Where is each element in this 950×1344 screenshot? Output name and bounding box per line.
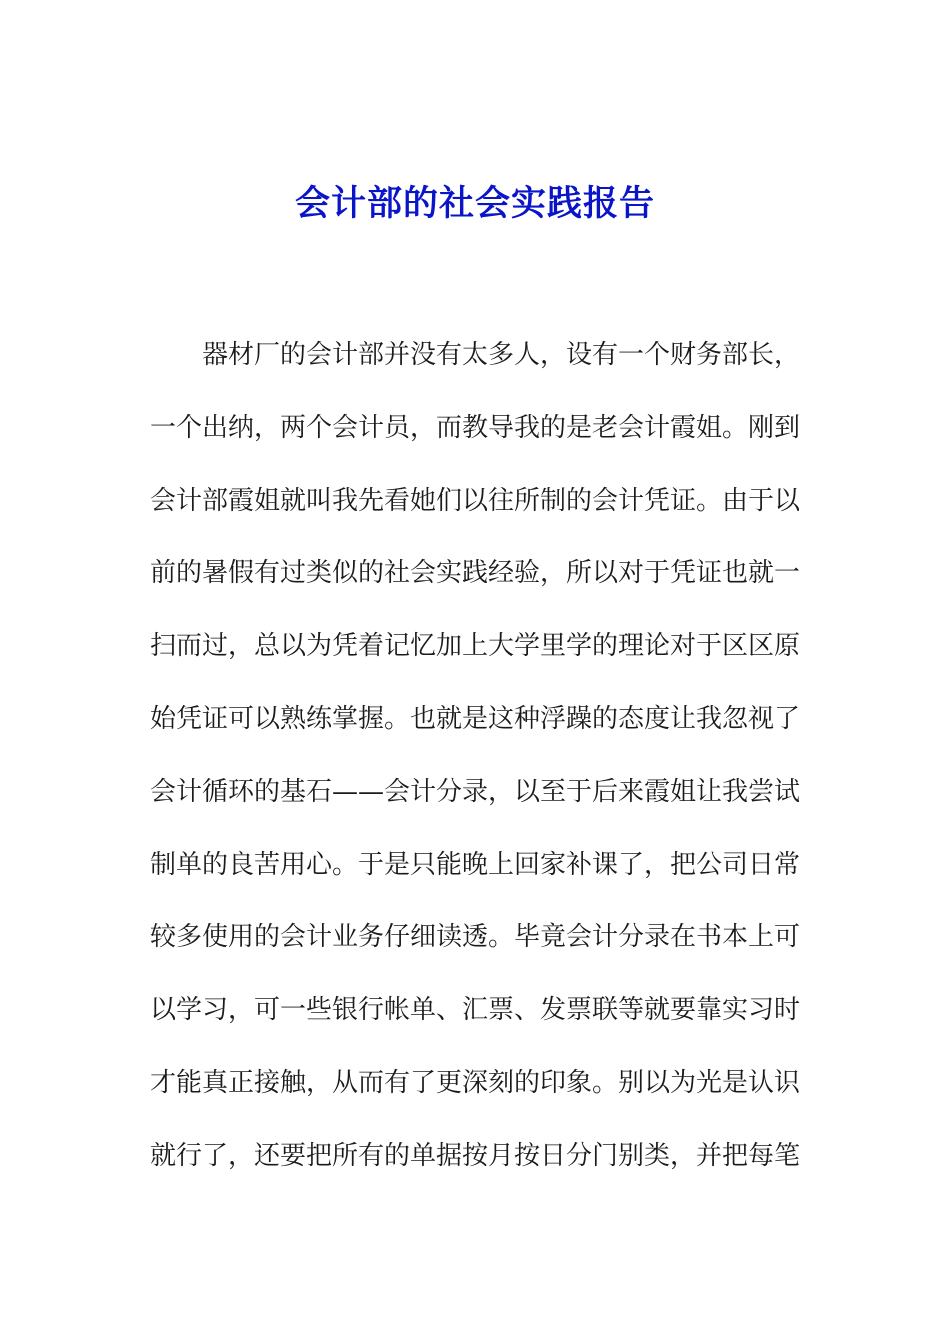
paragraph-line: 以学习，可一些银行帐单、汇票、发票联等就要靠实习时	[150, 995, 800, 1026]
paragraph-line: 就行了，还要把所有的单据按月按日分门别类，并把每笔	[150, 1140, 800, 1171]
paragraph-line: 会计部霞姐就叫我先看她们以往所制的会计凭证。由于以	[150, 485, 800, 516]
paragraph-line: 会计循环的基石——会计分录，以至于后来霞姐让我尝试	[150, 776, 800, 807]
paragraph-line: 一个出纳，两个会计员，而教导我的是老会计霞姐。刚到	[150, 412, 800, 443]
paragraph-line: 始凭证可以熟练掌握。也就是这种浮躁的态度让我忽视了	[150, 703, 800, 734]
paragraph-line: 才能真正接触，从而有了更深刻的印象。别以为光是认识	[150, 1067, 800, 1098]
body-paragraph	[150, 334, 800, 1208]
paragraph-line: 扫而过，总以为凭着记忆加上大学里学的理论对于区区原	[150, 631, 800, 662]
paragraph-line: 制单的良苦用心。于是只能晚上回家补课了，把公司日常	[150, 849, 800, 880]
paragraph-line: 前的暑假有过类似的社会实践经验，所以对于凭证也就一	[150, 558, 800, 589]
paragraph-line: 较多使用的会计业务仔细读透。毕竟会计分录在书本上可	[150, 922, 800, 953]
paragraph-line: 器材厂的会计部并没有太多人，设有一个财务部长，	[202, 340, 800, 370]
document-title: 会计部的社会实践报告	[294, 183, 655, 224]
